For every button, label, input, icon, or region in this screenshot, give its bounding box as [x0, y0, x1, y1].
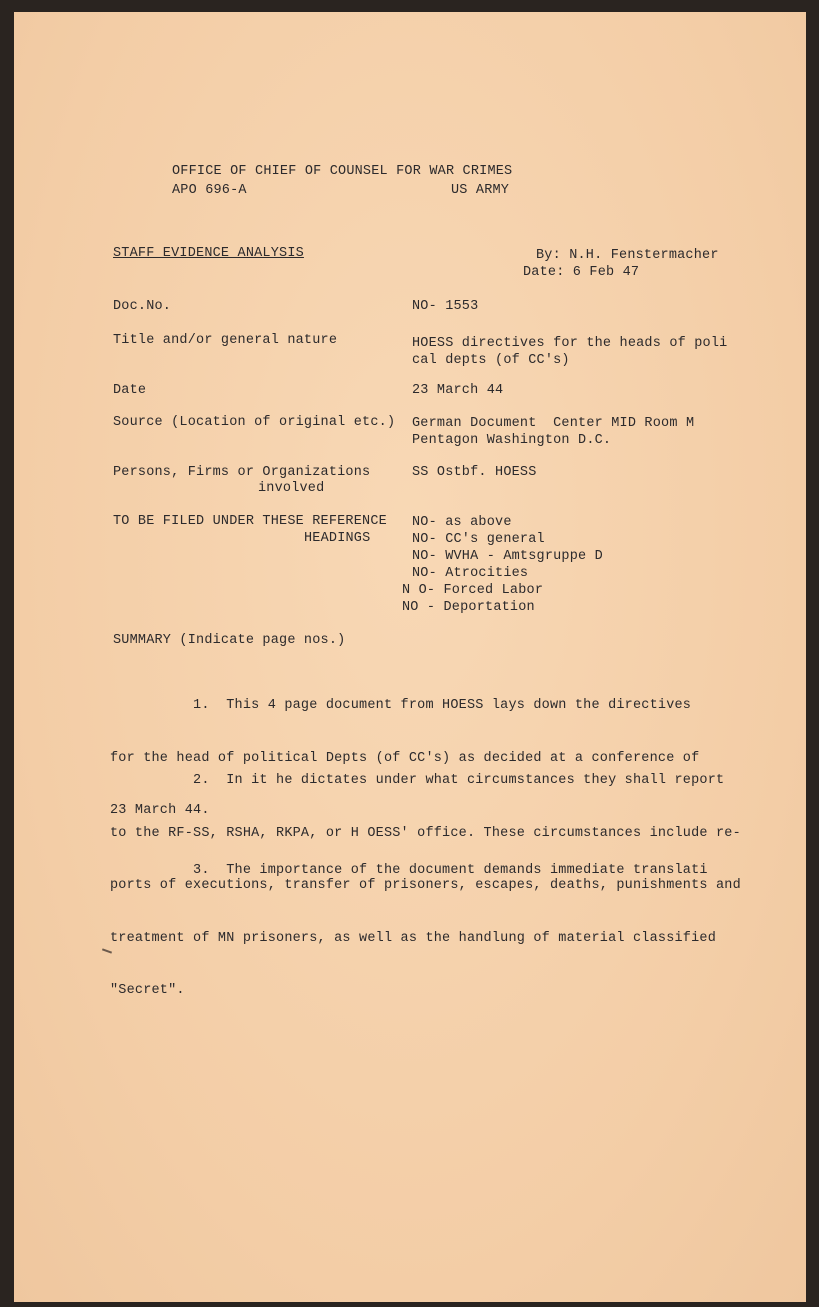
analysis-title: STAFF EVIDENCE ANALYSIS — [113, 246, 304, 261]
persons-label-line-2: involved — [258, 481, 325, 496]
list-item: N O- Forced Labor — [402, 583, 544, 598]
paragraph-line: ports of executions, transfer of prisoners, escapes, deaths, punishments and — [110, 878, 741, 893]
source-label: Source (Location of original etc.) — [113, 415, 396, 430]
summary-paragraph-3 — [110, 827, 708, 915]
army-label: US ARMY — [451, 183, 510, 198]
paragraph-line: "Secret". — [110, 983, 185, 998]
apo-number: APO 696-A — [172, 183, 247, 198]
paragraph-line: 2. In it he dictates under what circumstances they shall report — [110, 773, 725, 788]
doc-no-value: NO- 1553 — [412, 299, 479, 314]
paragraph-line: 1. This 4 page document from HOESS lays down the directives — [110, 698, 692, 713]
doc-no-label: Doc.No. — [113, 299, 172, 314]
list-item: NO- as above — [412, 515, 512, 530]
list-item: NO- Atrocities — [412, 566, 529, 581]
document-page — [14, 12, 806, 1302]
paragraph-line: 3. The importance of the document demands immediate translati — [110, 863, 708, 878]
analyst-name: By: N.H. Fenstermacher — [536, 248, 719, 263]
filed-label-line-2: HEADINGS — [304, 531, 371, 546]
persons-value: SS Ostbf. HOESS — [412, 465, 537, 480]
analysis-date: Date: 6 Feb 47 — [523, 265, 640, 280]
source-value-line-1: German Document Center MID Room M — [412, 416, 695, 431]
paragraph-line: 23 March 44. — [110, 803, 210, 818]
paragraph-line: to the RF-SS, RSHA, RKPA, or H OESS' office. These circumstances include re- — [110, 825, 741, 841]
paragraph-line: treatment of MN prisoners, as well as the handlung of material classified — [110, 930, 716, 946]
title-value-line-1: HOESS directives for the heads of poli — [412, 336, 728, 351]
persons-label-line-1: Persons, Firms or Organizations — [113, 465, 371, 480]
paragraph-line: for the head of political Depts (of CC's) as decided at a conference of — [110, 750, 700, 766]
list-item: NO- CC's general — [412, 532, 545, 547]
summary-label: SUMMARY (Indicate page nos.) — [113, 633, 346, 648]
date-label: Date — [113, 383, 147, 398]
list-item: NO- WVHA - Amtsgruppe D — [412, 549, 603, 564]
list-item: NO - Deportation — [402, 600, 535, 615]
office-heading: OFFICE OF CHIEF OF COUNSEL FOR WAR CRIMES — [172, 164, 513, 179]
date-value: 23 March 44 — [412, 383, 504, 398]
title-value-line-2: cal depts (of CC's) — [412, 353, 570, 368]
title-label: Title and/or general nature — [113, 333, 338, 348]
source-value-line-2: Pentagon Washington D.C. — [412, 433, 612, 448]
filed-label-line-1: TO BE FILED UNDER THESE REFERENCE — [113, 514, 387, 529]
